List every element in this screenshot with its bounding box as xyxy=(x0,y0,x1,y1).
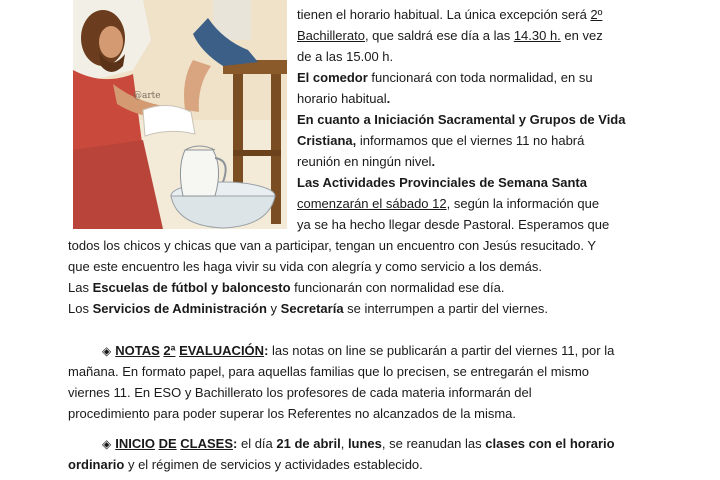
text: de a las 15.00 h. xyxy=(297,49,394,64)
comedor-heading: El comedor xyxy=(297,70,368,85)
text: que este encuentro les haga vivir su vida con alegría y como servicio a los demás. xyxy=(68,259,543,274)
text: se interrumpen a partir del viernes. xyxy=(343,301,549,316)
inicio-line2 xyxy=(68,454,423,475)
provinciales-line2 xyxy=(297,193,599,214)
text: , se reanudan las xyxy=(381,436,486,451)
text-bold: ordinario xyxy=(68,457,125,472)
text: , xyxy=(340,436,348,451)
text: ya se ha hecho llegar desde Pastoral. Esperamos que xyxy=(297,217,610,232)
notas-heading: NOTAS xyxy=(115,343,160,358)
servicios-line xyxy=(68,298,548,319)
inicio-heading: INICIO xyxy=(115,436,155,451)
inicio-line1 xyxy=(102,433,615,455)
notas-line3 xyxy=(68,382,532,403)
text: horario habitual xyxy=(297,91,387,106)
sacramental-line3 xyxy=(297,151,435,172)
sacramental-line2 xyxy=(297,130,584,151)
text: Los xyxy=(68,301,93,316)
text: Las xyxy=(68,280,93,295)
text: las notas on line se publicarán a partir del viernes 11, por la xyxy=(268,343,615,358)
text-bold: . xyxy=(386,91,391,106)
text: viernes 11. En ESO y Bachillerato los profesores de cada materia informarán del xyxy=(68,385,532,400)
notas-line1 xyxy=(102,340,614,362)
sacramental-heading: En cuanto a Iniciación Sacramental y Grupos de Vida xyxy=(297,112,626,127)
notas-line2 xyxy=(68,361,589,382)
text-bold: 21 de abril xyxy=(276,436,341,451)
provinciales-heading: Las Actividades Provinciales de Semana Santa xyxy=(297,175,587,190)
text: funcionará con toda normalidad, en su xyxy=(367,70,593,85)
text: en vez xyxy=(560,28,603,43)
sacramental-line1 xyxy=(297,109,625,130)
provinciales-line4 xyxy=(68,235,596,256)
para1-line2 xyxy=(297,25,603,46)
text-bold: Secretaría xyxy=(280,301,344,316)
foot-washing-illustration xyxy=(73,0,287,229)
text: y xyxy=(266,301,281,316)
notas-heading: EVALUACIÓN xyxy=(179,343,265,358)
text-bold: : xyxy=(233,436,238,451)
text-bold: Escuelas de fútbol y baloncesto xyxy=(92,280,291,295)
text-bold: Servicios de Administración xyxy=(92,301,267,316)
text: y el régimen de servicios y actividades establecido. xyxy=(124,457,423,472)
escuelas-line xyxy=(68,277,504,298)
text: , que saldrá ese día a las xyxy=(364,28,514,43)
text-bold: . xyxy=(431,154,436,169)
text: el día xyxy=(237,436,277,451)
text: mañana. En formato papel, para aquellas familias que lo precisen, se entregarán el mismo xyxy=(68,364,590,379)
notas-line4 xyxy=(68,403,516,424)
provinciales-line5 xyxy=(68,256,542,277)
inicio-heading: DE xyxy=(158,436,177,451)
inicio-heading: CLASES xyxy=(180,436,234,451)
text: tienen el horario habitual. La única excepción será xyxy=(297,7,591,22)
text: informamos que el viernes 11 no habrá xyxy=(356,133,585,148)
text-underlined: comenzarán el sábado 12 xyxy=(297,196,447,211)
text-bold: : xyxy=(264,343,269,358)
text-bold: lunes xyxy=(347,436,382,451)
text: procedimiento para poder superar los Referentes no alcanzados de la misma. xyxy=(68,406,517,421)
text: funcionarán con normalidad ese día. xyxy=(290,280,505,295)
diamond-bullet-icon: ◈ xyxy=(102,344,112,358)
para1-line3 xyxy=(297,46,393,67)
text-underlined: 2º xyxy=(590,7,603,22)
illustration-drawing xyxy=(73,0,287,229)
text-underlined: Bachillerato xyxy=(297,28,365,43)
text: todos los chicos y chicas que van a participar, tengan un encuentro con Jesús resucitado. Y xyxy=(68,238,597,253)
text-bold: clases con el horario xyxy=(485,436,615,451)
provinciales-line3 xyxy=(297,214,609,235)
provinciales-line1 xyxy=(297,172,587,193)
text: , según la información que xyxy=(446,196,600,211)
notas-heading: 2ª xyxy=(163,343,176,358)
para1-line1 xyxy=(297,4,602,25)
comedor-line2 xyxy=(297,88,390,109)
comedor-line1 xyxy=(297,67,593,88)
text: reunión en ningún nivel xyxy=(297,154,432,169)
diamond-bullet-icon: ◈ xyxy=(102,437,112,451)
text-bold: Cristiana, xyxy=(297,133,357,148)
time-underlined: 14.30 h. xyxy=(513,28,561,43)
illustration-signature: @arte xyxy=(133,91,161,101)
